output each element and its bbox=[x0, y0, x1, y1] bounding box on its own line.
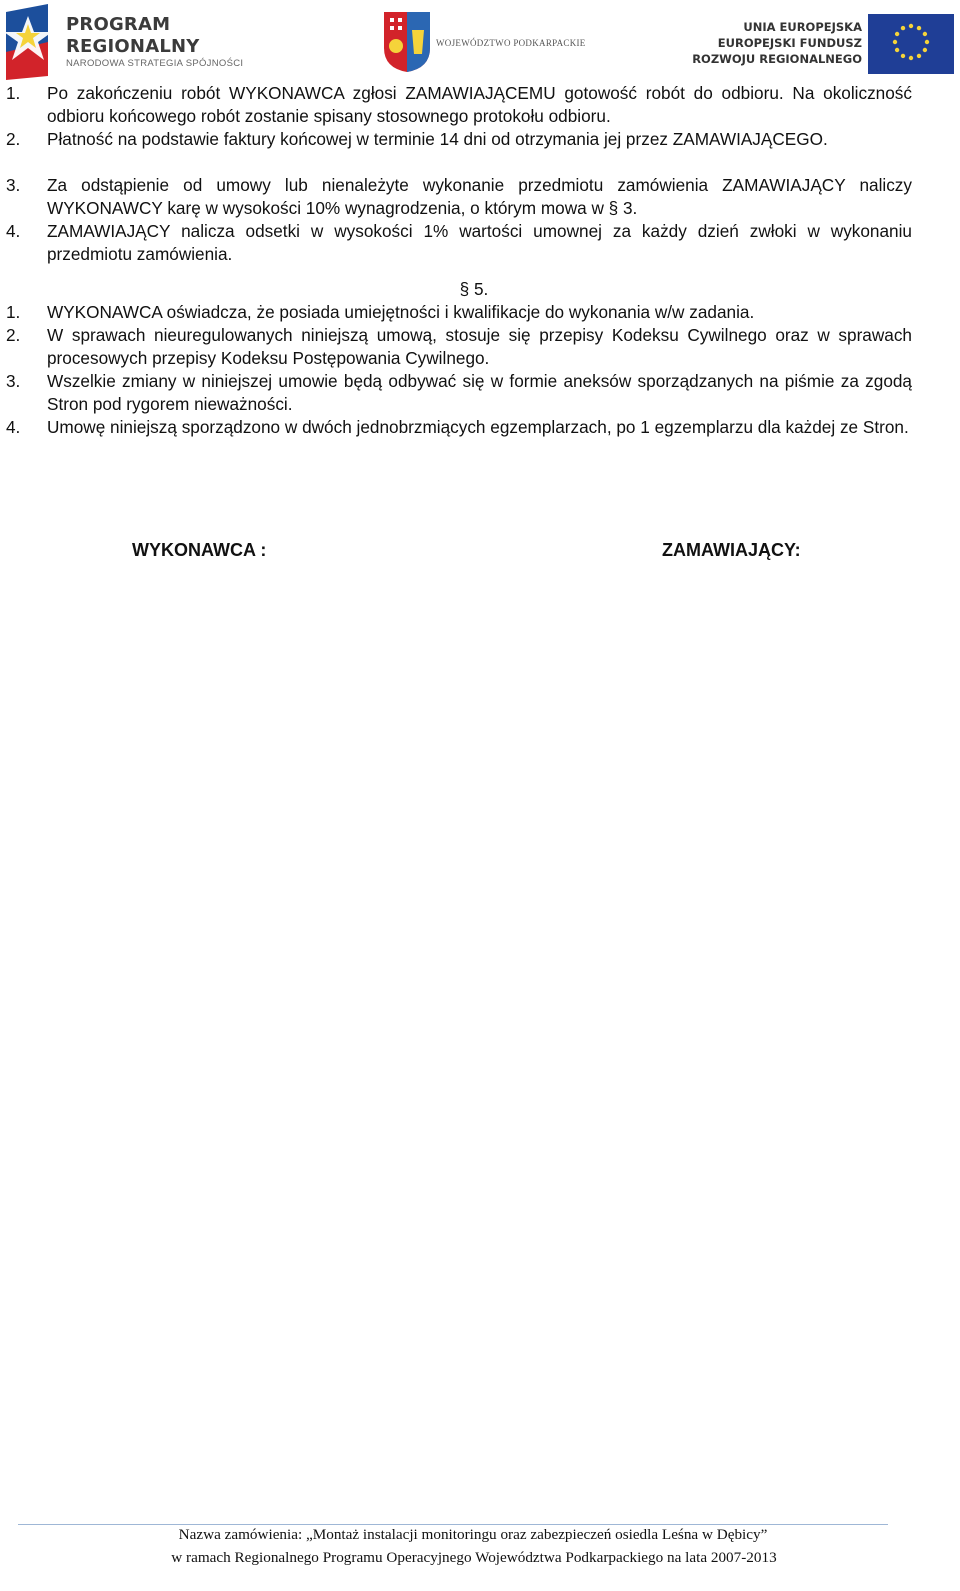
eu-logo-line2: EUROPEJSKI FUNDUSZ bbox=[717, 36, 862, 50]
list-item bbox=[6, 416, 912, 439]
program-regionalny-logo bbox=[4, 2, 244, 80]
list-item bbox=[6, 174, 912, 220]
list-item bbox=[6, 324, 912, 370]
paragraph-heading: § 5. bbox=[459, 279, 489, 299]
footer-line2: w ramach Regionalnego Programu Operacyjnego Województwa Podkarpackiego na lata 2007-2013 bbox=[171, 1549, 777, 1566]
list-item bbox=[6, 220, 912, 266]
item-number: 4. bbox=[6, 221, 21, 241]
list-item bbox=[6, 301, 912, 324]
list-item bbox=[6, 128, 912, 151]
footer-divider bbox=[18, 1524, 888, 1525]
item-text: Wszelkie zmiany w niniejszej umowie będą odbywać się w formie aneksów sporządzanych na piśmie za zgodą Stron pod rygorem nieważności. bbox=[47, 371, 912, 414]
program-logo-line2: REGIONALNY bbox=[66, 36, 200, 57]
footer-line1: Nazwa zamówienia: „Montaż instalacji monitoringu oraz zabezpieczeń osiedla Leśna w Dębicy” bbox=[178, 1526, 768, 1543]
wojewodztwo-logo bbox=[382, 2, 602, 80]
eu-logo-line3: ROZWOJU REGIONALNEGO bbox=[692, 52, 862, 66]
item-text: W sprawach nieuregulowanych niniejszą umową, stosuje się przepisy Kodeksu Cywilnego oraz w sprawach procesowych przepisy Kodeksu Postępowania Cywilnego. bbox=[47, 325, 912, 368]
list-item bbox=[6, 370, 912, 416]
item-text: ZAMAWIAJĄCY nalicza odsetki w wysokości 1% wartości umownej za każdy dzień zwłoki w wykonaniu przedmiotu zamówienia. bbox=[47, 221, 912, 264]
wojewodztwo-text: WOJEWÓDZTWO PODKARPACKIE bbox=[436, 38, 586, 48]
item-number: 4. bbox=[6, 417, 21, 437]
program-logo-line1: PROGRAM bbox=[66, 14, 171, 35]
contract-body bbox=[6, 82, 912, 439]
item-number: 1. bbox=[6, 83, 21, 103]
item-text: Po zakończeniu robót WYKONAWCA zgłosi ZAMAWIAJĄCEMU gotowość robót do odbioru. Na okoliczność odbioru końcowego robót zostanie spisany stosownego protokołu odbioru. bbox=[47, 83, 912, 126]
eu-logo-line1: UNIA EUROPEJSKA bbox=[743, 20, 862, 34]
eu-flag-icon bbox=[868, 14, 954, 74]
item-number: 3. bbox=[6, 175, 21, 195]
item-text: Za odstąpienie od umowy lub nienależyte wykonanie przedmiotu zamówienia ZAMAWIAJĄCY naliczy WYKONAWCY karę w wysokości 10% wynagrodzenia, o którym mowa w § 3. bbox=[47, 175, 912, 218]
item-number: 3. bbox=[6, 371, 21, 391]
list-item bbox=[6, 82, 912, 128]
contractor-signature-label: WYKONAWCA : bbox=[132, 540, 267, 560]
page-header bbox=[0, 0, 960, 84]
item-number: 1. bbox=[6, 302, 21, 322]
eu-logo bbox=[692, 2, 958, 80]
item-number: 2. bbox=[6, 129, 21, 149]
client-signature-label: ZAMAWIAJĄCY: bbox=[662, 540, 801, 560]
item-text: Umowę niniejszą sporządzono w dwóch jednobrzmiących egzemplarzach, po 1 egzemplarzu dla każdej ze Stron. bbox=[47, 417, 909, 437]
program-logo-tagline: NARODOWA STRATEGIA SPÓJNOŚCI bbox=[66, 58, 244, 69]
program-star-icon bbox=[4, 2, 60, 80]
item-text: Płatność na podstawie faktury końcowej w terminie 14 dni od otrzymania jej przez ZAMAWIAJĄCEGO. bbox=[47, 129, 828, 149]
item-number: 2. bbox=[6, 325, 21, 345]
item-text: WYKONAWCA oświadcza, że posiada umiejętności i kwalifikacje do wykonania w/w zadania. bbox=[47, 302, 755, 322]
coat-of-arms-icon bbox=[382, 10, 432, 74]
